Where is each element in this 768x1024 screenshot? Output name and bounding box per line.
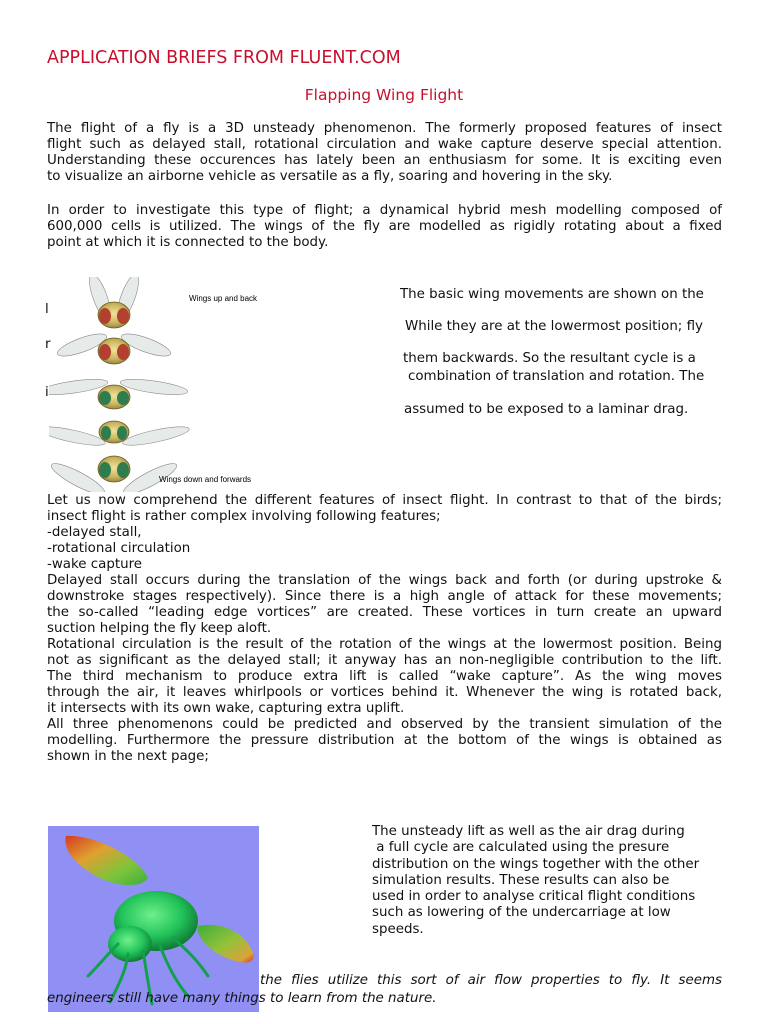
fly-pose-4: [49, 421, 191, 449]
text-line: suction helping the fly keep aloft.: [47, 621, 272, 636]
article-title: Flapping Wing Flight: [304, 86, 464, 104]
figure-side-text: assumed to be exposed to a laminar drag.: [404, 402, 689, 417]
text-line: downstroke stages respectively). Since there is a high angle of attack for these movements;: [47, 589, 722, 604]
figure-side-text: While they are at the lowermost position; fly: [405, 319, 703, 334]
fly-pose-1: [85, 277, 143, 328]
text-line: -wake capture: [47, 557, 143, 572]
closing-line-2: engineers still have many things to learn from the nature.: [47, 991, 437, 1006]
text-line: 600,000 cells is utilized. The wings of the fly are modelled as rigidly rotating about a fixed: [47, 219, 722, 234]
text-line: it intersects with its own wake, capturing extra uplift.: [47, 701, 405, 716]
text-line: Let us now comprehend the different features of insect flight. In contrast to that of the birds;: [47, 493, 722, 508]
text-line: insect flight is rather complex involving following features;: [47, 509, 441, 524]
mesh-paragraph: [47, 203, 722, 251]
cropped-letter: l: [45, 302, 49, 317]
wing-movement-illustration: [49, 277, 294, 492]
site-header: APPLICATION BRIEFS FROM FLUENT.COM: [47, 48, 401, 68]
text-line: In order to investigate this type of flight; a dynamical hybrid mesh modelling composed of: [47, 203, 722, 218]
closing-line-1: the flies utilize this sort of air flow properties to fly. It seems: [260, 973, 722, 988]
wing-movement-figure: [49, 277, 294, 492]
text-line: a full cycle are calculated using the presure: [372, 840, 670, 856]
figure-caption-bottom: Wings down and forwards: [159, 475, 252, 484]
text-line: used in order to analyse critical flight conditions: [372, 889, 696, 905]
text-line: The third mechanism to produce extra lift is called “wake capture”. As the wing moves: [47, 669, 722, 684]
cropped-letter: r: [45, 337, 51, 352]
fly-pose-3: [49, 376, 189, 409]
text-line: the so-called “leading edge vortices” are created. These vortices in turn create an upward: [47, 605, 722, 620]
figure-caption-top: Wings up and back: [189, 294, 258, 303]
text-line: to visualize an airborne vehicle as versatile as a fly, soaring and hovering in the sky.: [47, 169, 613, 184]
text-line: through the air, it leaves whirlpools or vortices behind it. Whenever the wing is rotated back,: [47, 685, 722, 700]
text-line: The flight of a fly is a 3D unsteady phenomenon. The formerly proposed features of insect: [47, 121, 722, 136]
text-line: speeds.: [372, 921, 424, 937]
text-line: not as significant as the delayed stall; it anyway has an non-negligible contribution to the lift.: [47, 653, 722, 668]
text-line: -rotational circulation: [47, 541, 191, 556]
text-line: distribution on the wings together with the other: [372, 856, 700, 872]
text-line: such as lowering of the undercarriage at low: [372, 905, 671, 921]
text-line: flight such as delayed stall, rotational circulation and wake capture deserve special attention.: [47, 137, 722, 152]
text-line: The unsteady lift as well as the air drag during: [372, 824, 685, 839]
intro-paragraph: [47, 121, 722, 185]
fly-pose-5: [49, 456, 180, 492]
cfd-fly-render: [48, 826, 259, 1012]
text-line: -delayed stall,: [47, 525, 142, 540]
text-line: Rotational circulation is the result of the rotation of the wings at the lowermost position. Being: [47, 637, 722, 652]
simulation-side-text: [372, 824, 717, 938]
figure-side-text: combination of translation and rotation. The: [408, 369, 705, 384]
text-line: Understanding these occurences has lately been an enthusiasm for some. It is exciting even: [47, 153, 722, 168]
text-line: modelling. Furthermore the pressure distribution at the bottom of the wings is obtained as: [47, 733, 722, 748]
cropped-letter: i: [45, 385, 49, 400]
fly-pose-2: [55, 330, 173, 364]
text-line: simulation results. These results can also be: [372, 872, 670, 888]
text-line: shown in the next page;: [47, 749, 209, 764]
features-paragraph: [47, 493, 722, 765]
figure-side-text: them backwards. So the resultant cycle is a: [403, 351, 696, 366]
figure-side-text: The basic wing movements are shown on the: [400, 287, 704, 302]
text-line: Delayed stall occurs during the translation of the wings back and forth (or during upstroke &: [47, 573, 722, 588]
pressure-distribution-figure: [48, 826, 259, 1012]
text-line: All three phenomenons could be predicted and observed by the transient simulation of the: [47, 717, 722, 732]
text-line: point at which it is connected to the body.: [47, 235, 329, 250]
